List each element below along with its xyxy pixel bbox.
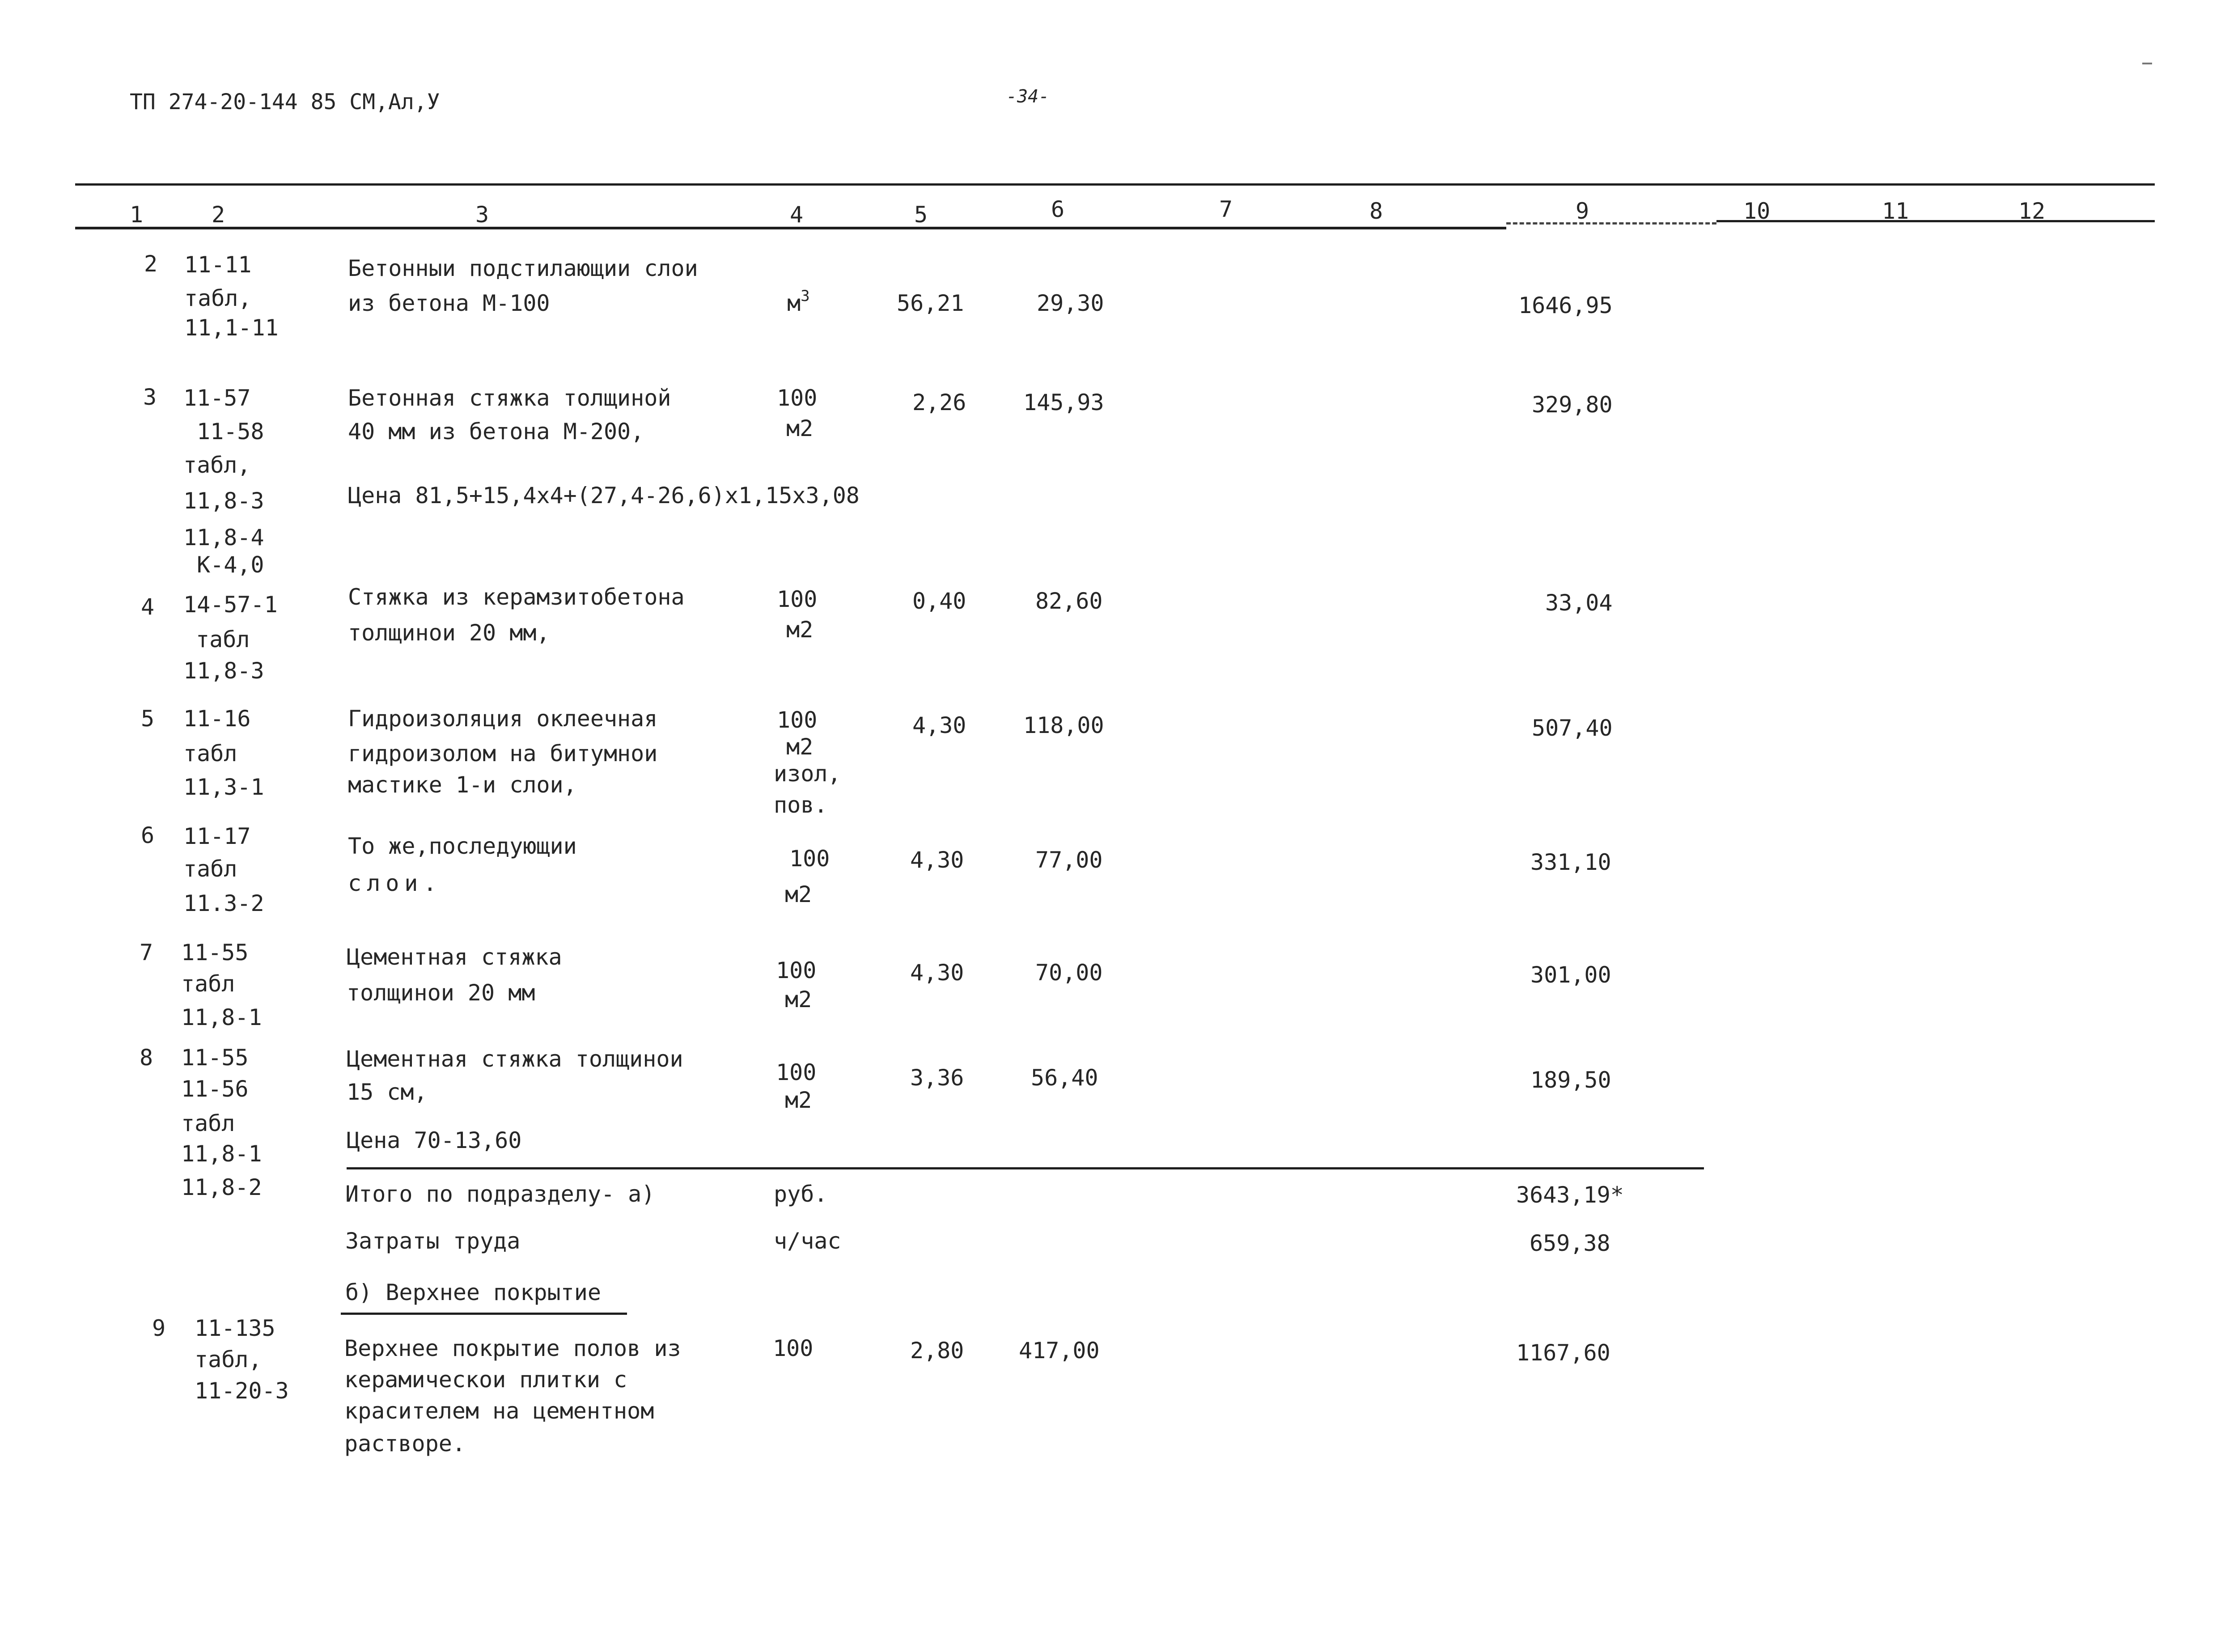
row-description: керамическои плитки с: [344, 1367, 627, 1393]
row-unit: м2: [785, 987, 812, 1012]
row-quantity: 3,36: [910, 1065, 964, 1091]
subtotal-value: 3643,19*: [1516, 1182, 1624, 1208]
row-code: 11,8-1: [181, 1141, 262, 1167]
row-code: табл,: [184, 285, 252, 311]
row-price: 29,30: [1037, 290, 1104, 316]
row-quantity: 2,80: [910, 1338, 964, 1364]
row-price: 145,93: [1023, 390, 1104, 415]
row-total: 507,40: [1532, 715, 1613, 741]
row-description: из бетона М-100: [348, 290, 550, 316]
row-code: 11-57: [183, 385, 251, 411]
column-header-1: 1: [130, 202, 144, 228]
row-unit: м2: [785, 1087, 812, 1113]
row-code: 11,1-11: [184, 315, 279, 341]
row-price: 118,00: [1023, 712, 1104, 738]
row-number: 6: [141, 822, 155, 848]
row-number: 4: [141, 594, 155, 620]
row-code: 11-58: [197, 419, 264, 445]
column-header-8: 8: [1369, 198, 1383, 224]
column-header-11: 11: [1882, 198, 1909, 224]
labor-label: Затраты труда: [345, 1228, 521, 1254]
row-unit: м2: [786, 415, 814, 441]
row-description: Бетонная стяжка толщиной: [348, 385, 671, 411]
section-b-heading: б) Верхнее покрытие: [345, 1279, 601, 1305]
row-number: 7: [140, 940, 153, 966]
scan-mark: [2142, 63, 2152, 64]
table-top-rule: [75, 183, 2155, 186]
row-unit: м2: [785, 881, 812, 907]
row-code: табл: [181, 1110, 235, 1136]
row-number: 8: [140, 1045, 153, 1071]
table-header-rule-dashed: [1506, 222, 1716, 225]
row-price: 417,00: [1019, 1338, 1100, 1364]
row-price: 56,40: [1031, 1065, 1098, 1091]
column-header-5: 5: [914, 202, 928, 228]
row-total: 1646,95: [1518, 292, 1613, 318]
row-unit: 100: [789, 846, 830, 872]
row-code: 11-20-3: [195, 1378, 289, 1404]
row-unit: 100: [777, 385, 818, 411]
row-description: толщинои 20 мм,: [348, 620, 550, 646]
row-unit: 100: [776, 1059, 817, 1085]
row-unit: м2: [786, 734, 814, 760]
row-price: 70,00: [1035, 960, 1103, 986]
row-price-note: Цена 70-13,60: [347, 1127, 522, 1153]
row-unit: 100: [777, 586, 818, 612]
row-number: 3: [143, 384, 157, 410]
row-code: табл,: [195, 1347, 262, 1372]
row-description: Верхнее покрытие полов из: [344, 1335, 681, 1361]
row-code: 11-16: [183, 706, 251, 732]
row-unit: 100: [777, 707, 818, 733]
row-price-note: Цена 81,5+15,4х4+(27,4-26,6)х1,15х3,08: [348, 483, 860, 508]
table-header-rule-right: [1716, 220, 2155, 222]
row-number: 9: [152, 1315, 166, 1341]
row-description: Цементная стяжка толщинои: [347, 1046, 683, 1072]
row-total: 329,80: [1532, 392, 1613, 418]
column-header-12: 12: [2018, 198, 2046, 224]
row-unit: 100: [776, 957, 817, 983]
column-header-9: 9: [1576, 198, 1589, 224]
row-description: красителем на цементном: [344, 1398, 654, 1424]
row-total: 33,04: [1545, 590, 1613, 616]
labor-value: 659,38: [1530, 1230, 1610, 1256]
row-quantity: 4,30: [910, 847, 964, 873]
row-description: толщинои 20 мм: [347, 980, 535, 1006]
row-description: 15 см,: [347, 1079, 428, 1105]
row-quantity: 4,30: [910, 960, 964, 986]
row-quantity: 0,40: [912, 588, 966, 614]
row-quantity: 2,26: [912, 390, 966, 415]
row-code: табл: [196, 627, 250, 652]
row-number: 5: [141, 706, 155, 732]
row-code: 11-55: [181, 1045, 249, 1071]
row-unit: м2: [786, 617, 814, 643]
row-total: 331,10: [1530, 849, 1611, 875]
row-quantity: 4,30: [912, 712, 966, 738]
row-description: гидроизолом на битумнои: [348, 741, 658, 767]
row-description: Стяжка из керамзитобетона: [348, 584, 685, 610]
row-number: 2: [144, 251, 158, 277]
column-header-6: 6: [1051, 196, 1065, 222]
column-header-10: 10: [1743, 198, 1771, 224]
row-unit: $м^3$: [787, 287, 810, 316]
row-description: Бетонныи подстилающии слои: [348, 255, 698, 281]
row-code: 11,8-1: [181, 1004, 262, 1030]
column-header-3: 3: [475, 202, 489, 228]
document-code: ТП 274-20-144 85 СМ,Ал,У: [130, 89, 440, 114]
row-total: 301,00: [1530, 962, 1611, 988]
row-description: Цементная стяжка: [347, 944, 562, 970]
row-code: табл,: [183, 452, 251, 478]
subtotal-label: Итого по подразделу- а): [345, 1181, 655, 1207]
row-unit: пов.: [774, 792, 828, 818]
row-description: Гидроизоляция оклеечная: [348, 706, 658, 732]
row-description: слои.: [348, 870, 442, 896]
row-price: 82,60: [1035, 588, 1103, 614]
column-header-2: 2: [212, 202, 225, 228]
subtotal-rule: [347, 1167, 1704, 1169]
row-code: 11-55: [181, 940, 249, 966]
row-code: 11,8-2: [181, 1174, 262, 1200]
row-description: То же,последующии: [348, 833, 577, 859]
row-code: 11.3-2: [183, 890, 264, 916]
row-price: 77,00: [1035, 847, 1103, 873]
row-code: 11,8-3: [183, 658, 264, 684]
row-description: растворе.: [344, 1431, 466, 1457]
row-total: 189,50: [1530, 1067, 1611, 1093]
row-code: 14-57-1: [183, 592, 278, 618]
labor-unit: ч/час: [774, 1228, 841, 1254]
row-code: табл: [181, 971, 235, 997]
row-quantity: 56,21: [897, 290, 964, 316]
row-unit: 100: [773, 1335, 814, 1361]
row-description: 40 мм из бетона М-200,: [348, 419, 644, 445]
subtotal-unit: руб.: [774, 1181, 828, 1207]
row-unit: изол,: [774, 761, 841, 787]
column-header-7: 7: [1219, 196, 1233, 222]
row-code: 11-56: [181, 1076, 249, 1102]
row-code: К-4,0: [197, 552, 264, 578]
column-header-4: 4: [790, 202, 804, 228]
row-code: 11-135: [195, 1315, 275, 1341]
row-code: табл: [183, 741, 237, 767]
page-number: -34-: [1006, 86, 1050, 107]
row-code: 11-17: [183, 823, 251, 849]
row-code: 11,8-4: [183, 525, 264, 551]
row-total: 1167,60: [1516, 1340, 1610, 1366]
row-code: 11,3-1: [183, 774, 264, 800]
row-code: 11-11: [184, 252, 252, 278]
row-description: мастике 1-и слои,: [348, 772, 577, 798]
row-code: 11,8-3: [183, 488, 264, 514]
row-code: табл: [183, 856, 237, 882]
section-b-underline: [341, 1313, 627, 1315]
